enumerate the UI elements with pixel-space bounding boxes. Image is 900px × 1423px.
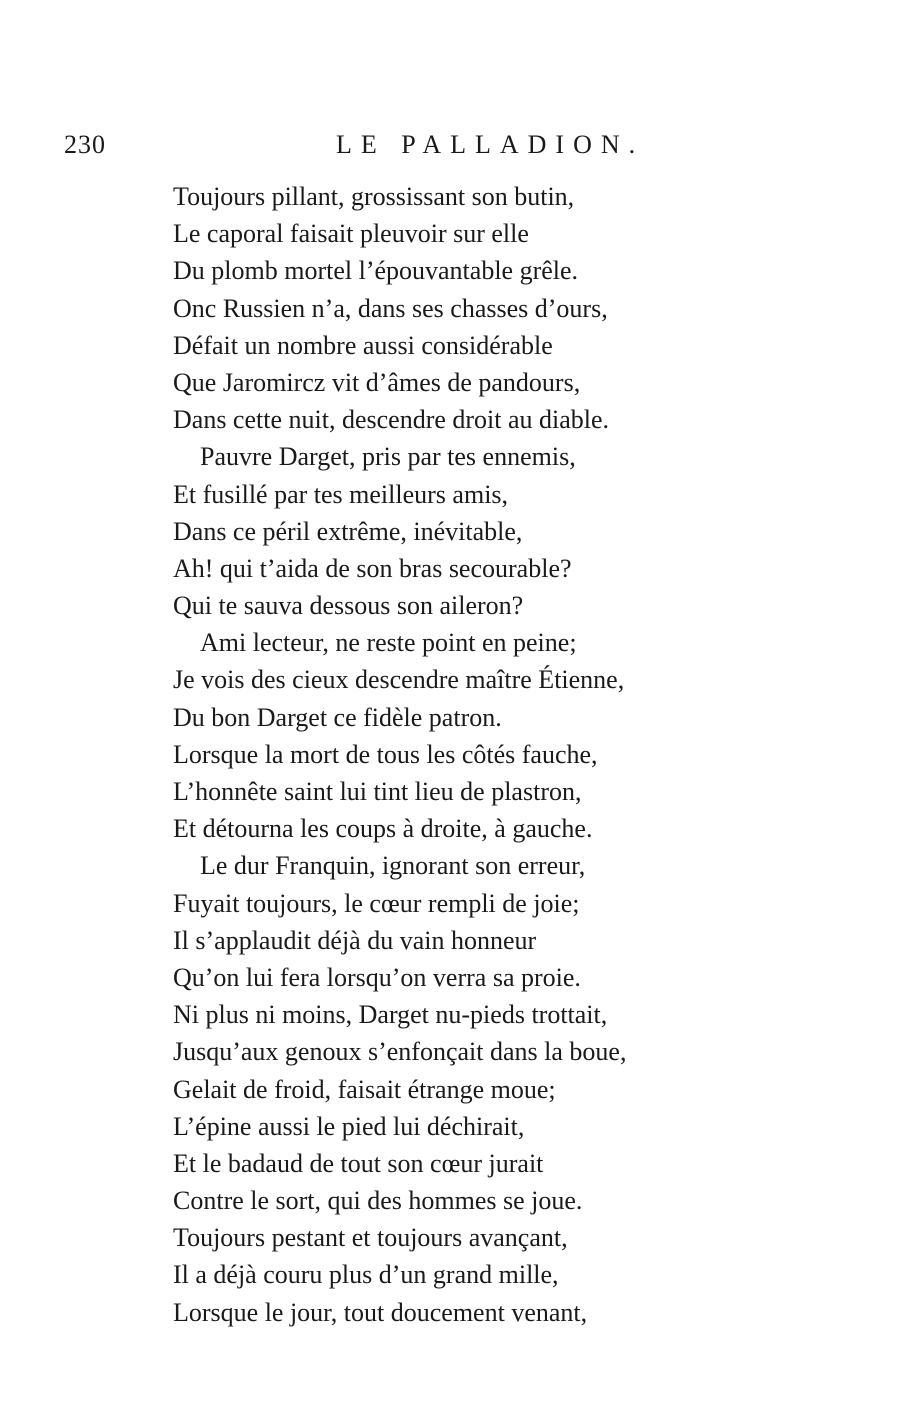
verse-line: Qu’on lui fera lorsqu’on verra sa proie. [173, 962, 581, 992]
verse-line: Dans ce péril extrême, inévitable, [173, 516, 523, 546]
verse-line: L’épine aussi le pied lui déchirait, [173, 1111, 525, 1141]
verse-line: Et fusillé par tes meilleurs amis, [173, 479, 509, 509]
verse-line: Qui te sauva dessous son aileron? [173, 591, 524, 621]
verse-line: L’honnête saint lui tint lieu de plastron, [173, 777, 582, 806]
verse-line: Lorsque le jour, tout doucement venant, [173, 1297, 588, 1327]
verse-line: Il s’applaudit déjà du vain honneur [173, 925, 537, 955]
poem-verses [173, 178, 873, 1331]
verse-line: Jusqu’aux genoux s’enfonçait dans la boue, [173, 1037, 627, 1067]
verse-line: Le dur Franquin, ignorant son erreur, [200, 851, 586, 881]
verse-line: Toujours pillant, grossissant son butin, [173, 182, 575, 211]
verse-line: Que Jaromircz vit d’âmes de pandours, [173, 367, 581, 397]
verse-line: Et détourna les coups à droite, à gauche. [173, 814, 593, 844]
verse-line: Du bon Darget ce fidèle patron. [173, 702, 502, 732]
verse-line: Ni plus ni moins, Darget nu-pieds trottait, [173, 1000, 608, 1030]
verse-line: Défait un nombre aussi considérable [173, 330, 553, 360]
verse-line: Et le badaud de tout son cœur jurait [173, 1148, 544, 1178]
verse-line: Ah! qui t’aida de son bras secourable? [173, 553, 572, 583]
verse-line: Lorsque la mort de tous les côtés fauche, [173, 739, 598, 769]
verse-line: Du plomb mortel l’épouvantable grêle. [173, 256, 579, 286]
verse-line: Onc Russien n’a, dans ses chasses d’ours, [173, 293, 608, 323]
verse-line: Je vois des cieux descendre maître Étienne, [173, 665, 625, 695]
verse-line: Contre le sort, qui des hommes se joue. [173, 1186, 583, 1216]
running-title: LE PALLADION. [336, 130, 645, 159]
verse-line: Dans cette nuit, descendre droit au diable. [173, 405, 610, 435]
verse-line: Le caporal faisait pleuvoir sur elle [173, 219, 529, 249]
page-number: 230 [64, 130, 106, 159]
verse-line: Toujours pestant et toujours avançant, [173, 1223, 568, 1253]
verse-line: Pauvre Darget, pris par tes ennemis, [200, 442, 576, 472]
verse-line: Gelait de froid, faisait étrange moue; [173, 1074, 556, 1104]
verse-line: Ami lecteur, ne reste point en peine; [200, 628, 577, 658]
verse-line: Il a déjà couru plus d’un grand mille, [173, 1260, 559, 1290]
verse-line: Fuyait toujours, le cœur rempli de joie; [173, 888, 580, 918]
